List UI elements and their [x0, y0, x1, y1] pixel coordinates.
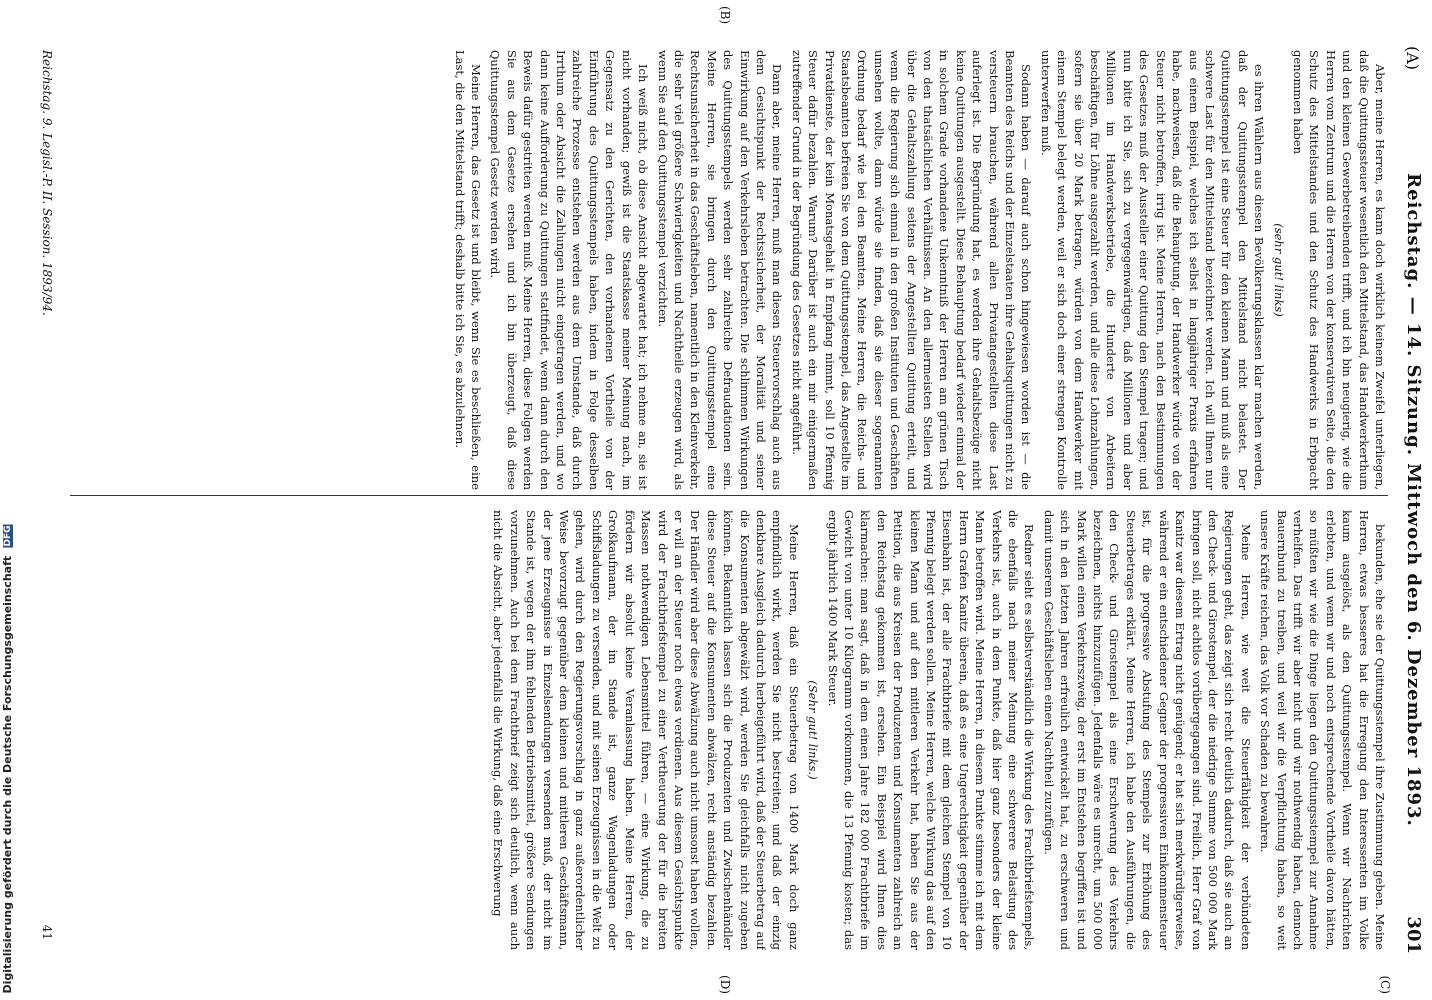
credit-text [1, 525, 14, 994]
paragraph: Meine Herren, wie weit die Steuerfähigkeit der verbündeten Regierungen geht, das zeigt sich recht deutlich dadurch, daß sie auch an den Check- und Girostempel, der die niedrige Summe von 500 000 Mark bringen soll, nicht achtlos vorübergegangen sind. Freilich, Herr Graf von Kanitz war diesem Ertrag nicht genügend; er hat sich merkwürdigerweise, während er ein entschiedener Gegner der progressiven Einkommensteuer ist, für die progressive Abstufung des Stempels zur Erhöhung des Steuerbetrages erklärt. Meine Herren, ich habe den Ausführungen, die den Check- und Girostempel als eine Erschwerung des Verkehrs bezeichnen, nichts hinzuzufügen. Jedenfalls wäre es unrecht, um 500 000 Mark willen einen Verkehrszweig, der erst im Entstehen begriffen ist und sich in den letzten Jahren erfreulich entwickelt hat, zu erschweren und damit unserem Geschäftsleben einen Nachtheil zuzufügen. [1041, 510, 1253, 950]
left-column [70, 50, 1388, 490]
margin-mark-a: (A) [1403, 46, 1422, 71]
paragraph: Redner sieht es selbstverständlich die Wirkung des Frachtbriefstempels, die ebenfalls nach meiner Meinung eine schwerere Belastung des Verkehrs ist, auch in dem Punkte, daß hier ganz besonders der kleine Mann betroffen wird. Meine Herren, in diesem Punkte stimme ich mit dem Herrn Grafen Kanitz überein, daß es eine Ungerechtigkeit gegenüber der Eisenbahn ist, der alle Frachtbriefe mit dem gleichen Stempel von 10 Pfennig belegt werden sollen. Meine Herren, welche Wirkung das auf den kleinen Mann und auf den mittleren Verkehr hat, haben Sie aus der Petition, die aus Kreisen der Produzenten und Konsumenten zahlreich an den Reichstag gekommen ist, ersehen. Ein Beispiel wird Ihnen dies klarmachen: man sagt, daß in dem einen Jahre 182 000 Frachtbriefe im Gewicht von unter 10 Kilogramm vorkommen, die 13 Pfennig kosten; das ergibt jährlich 1400 Mark Steuer. [825, 510, 1037, 950]
paragraph: Meine Herren, das Gesetz ist und bleibt, wenn Sie es beschließen, eine Last, die den Mittelstand trifft; deshalb bitte ich Sie, es abzulehnen. [452, 50, 484, 490]
page-footer [40, 50, 54, 316]
interjection: (Sehr gut! links.) [806, 680, 821, 780]
credit-label: Digitalisierung gefördert durch die Deutsche Forschungsgemeinschaft [1, 556, 14, 994]
paragraph: bekunden, ehe sie der Quittungsstempel ihre Zustimmung geben. Meine Herren, etwas besseres hat die Erregung den Interessenten im Volke kaum ausgelöst, als den Quittungsstempel. Wenn wir Nachrichten erlebten, und wenn wir und noch entsprechende Vortheile davon hätten, so müßten wir wie die Dinge liegen den Quittungsstempel zur Annahme verhelfen. Das trifft wir aber nicht und wir nothwendig haben, dennoch Bauernbund zu treiben, und weil wir die Verpflichtung haben, so weit unsere Kräfte reichen, das Volk vor Schaden zu bewahren. [1258, 510, 1387, 950]
margin-mark-b: (B) [718, 6, 732, 25]
page-header [1392, 40, 1426, 960]
dfg-logo: DFG [3, 526, 13, 548]
paragraph: Dann aber, meine Herren, muß man diesen Steuervorschlag auch aus dem Gesichtspunkt der Rechtssicherheit, der Moralität und seiner Einwirkung auf den Verkehrsleben betrachten. Die schlimmen Wirkungen des Quittungsstempels werden sehr zahlreiche Defraudationen sein. Meine Herren, sie bringen durch den Quittungsstempel eine Rechtsunsicherheit in das Geschäftsleben, namentlich in den Kleinverkehr, die sehr viel größere Schwierigkeiten und Nachtheile erzeugen wird, als wenn Sie auf den Quittungsstempel verzichten. [655, 50, 785, 490]
margin-mark-c: (C) [1378, 975, 1392, 994]
margin-mark-d: (D) [718, 975, 732, 994]
page-number: 301 [1403, 916, 1424, 954]
page-title: Reichstag. — 14. Sitzung. Mittwoch den 6. Dezember 1893. [1403, 173, 1424, 827]
paragraph: es ihren Wählern aus diesen Bevölkerungsklassen klar machen werden, daß der Quittungsstempel den Mittelstand nicht belastet. Der Quittungsstempel ist eine Steuer für den kleinen Mann und muß als eine schwere Last für den Mittelstand bezeichnet werden. Ich will Ihnen nur aus einem Beispiel, welches ich selbst in langjähriger Praxis erfahren habe, nachweisen, daß die Behauptung, der Handwerker würde von der Steuer nicht betroffen, irrig ist. Meine Herren, nach den Bestimmungen des Gesetzes muß der Aussteller einer Quittung den Stempel tragen; und nun bitte ich Sie, sich zu vergegenwärtigen, daß Millionen und aber Millionen im Handwerksbetriebe, die Hunderte von Arbeitern beschäftigen, für Löhne ausgezahlt werden, und alle diese Lohnzahlungen, sofern sie über 20 Mark betragen, würden von dem Handwerker mit einem Stempel belegt werden, weil er sich doch einer strengen Kontrolle unterwerfen muß. [1038, 50, 1267, 490]
paragraph: Ich weiß nicht, ob diese Ansicht abgewartet hat; ich nehme an, sie ist nicht vorhanden; gewiß ist die Staatskasse meiner Meinung nach, im Gegensatz zu den Gerichten, den vorhandenen Vortheile von der Einführung des Quittungsstempels haben, indem in Folge desselben zahlreiche Prozesse entstehen werden aus dem Umstande, daß durch Irrthum oder Absicht die Zahlungen nicht eingetragen werden, und wo dann keine Aufforderung zu Quittungen stattfindet, wenn dann durch den Beweis dafür gestritten werden muß. Meine Herren, diese Folgen werden Sie aus dem Gesetze ersehen und ich bin überzeugt, daß diese Quittungsstempel Gesetz werden wird. [488, 50, 651, 490]
paragraph: Meine Herren, daß ein Steuerbetrag von 1400 Mark doch ganz empfindlich wirkt, werden Sie nicht bestreiten; und daß der einzig denkbare Ausgleich dadurch herbeigeführt wird, daß der Steuerbetrag auf die Konsumenten abgewälzt wird, werden Sie gleichfalls nicht zugeben können. Bekanntlich lassen sich die Produzenten und Zwischenhändler diese Steuer auf die Konsumenten abwälzen, recht anständig bezahlen. Der Händler wird aber diese Abwälzung auch nicht umsonst haben wollen, er will an der Steuer noch etwas verdienen. Aus diesem Gesichtspunkte wird der Frachtbriefstempel zu einer Vertheuerung der für die breiten Massen nothwendigen Lebensmittel führen, — eine Wirkung, die zu fördern wir absolut keine Veranlassung haben. Meine Herren, der Großkaufmann, der im Stande ist, ganze Wagenladungen oder Schiffsladungen zu versenden, und mit seinen Erzeugnissen in die Welt zu gehen, wird durch den Regierungsvorschlag in ganz außerordentlicher Weise bevorzugt gegenüber dem kleinen und mittleren Geschäftsmann, der jene Erzeugnisse in Einzelsendungen versenden muß, der nicht im Stande ist, wegen der ihm fehlenden Betriebsmittel, größere Sendungen vorzunehmen. Auch bei dem Frachtbrief zeigt sich deutlich, wenn auch nicht die Absicht, aber jedenfalls die Wirkung, daß eine Erschwerung [491, 510, 801, 950]
paragraph: Sodann haben — darauf auch schon hingewiesen worden ist — die Beamten des Reichs und der Einzelstaaten ihre Gehaltsquittungen nicht zu versteuern brauchen, während allen Privatangestellten diese Last auferlegt ist. Die Begründung hat, es werden ihre Gehaltsbezüge nicht keine Quittungen ausgestellt. Diese Behauptung bedarf wieder einmal der in solchem Grade vorhandene Unkenntniß der Herren am grünen Tisch von den thatsächlichen Verhältnissen. An den allermeisten Stellen wird über die Gehaltszahlung seitens der Angestellten Quittung erteilt, und wenn die Regierung sich einmal in den großen Instituten und Geschäften umsehen wollte, dann würde sie finden, daß sie dieser sogenannten Ordnung bedarf wie bei den Beamten. Meine Herren, die Reichs- und Staatsbeamten befreien Sie von dem Quittungsstempel, das Angestellte im Privatdienste, der kein Monatsgehalt in Empfang nimmt, soll 10 Pfennig Steuer dafür bezahlen. Warum? Darüber ist auch ein mir einigermaßen zutreffender Grund in der Begründung des Gesetzes nicht angeführt. [789, 50, 1034, 490]
interjection: (sehr gut! links) [1271, 223, 1286, 317]
digitization-credit [0, 360, 22, 1000]
folio-number: 41 [40, 924, 54, 940]
right-column [70, 510, 1388, 950]
footer-signature: Reichstag. 9. Legisl.-P. II. Session. 1893/94. [40, 50, 54, 316]
paragraph: Aber, meine Herren, es kann doch wirklich keinem Zweifel unterliegen, daß die Quittungssteuer wesentlich den Mittelstand, das Handwerkerthum und den kleinen Gewerbetreibenden trifft, und ich bin neugierig, wie die Herren vom Zentrum und die Herren von der konservativen Seite, die den Schutz des Mittelstandes und den Schutz des Handwerks in Erbpacht genommen haben [1290, 50, 1387, 490]
column-divider [70, 495, 1388, 496]
